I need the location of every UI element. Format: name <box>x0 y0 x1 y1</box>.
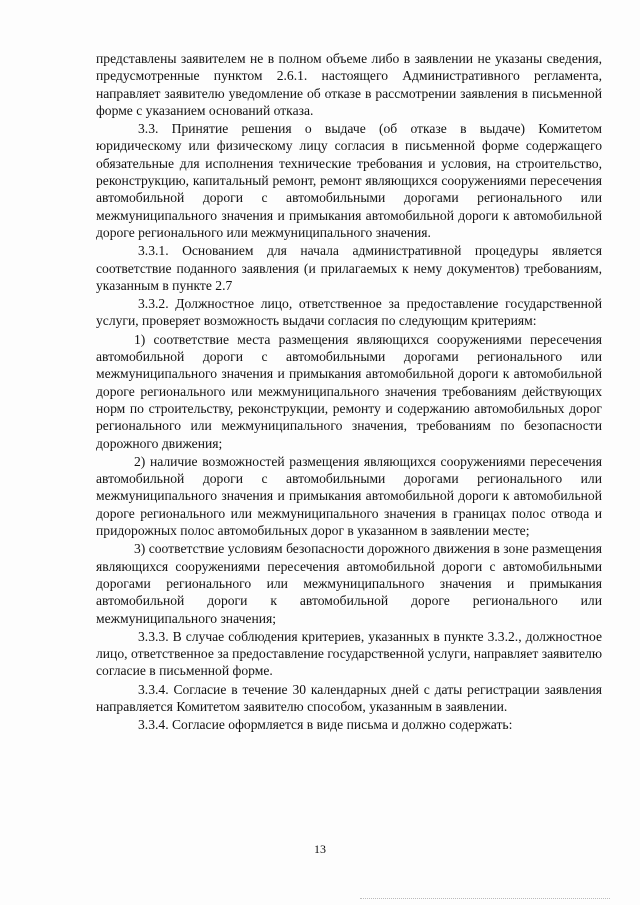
criterion-1-placement: 1) соответствие места размещения являющихся сооружениями пересечения автомобильной дороги с автомобильными дорогами регионального или межмуниципального значения и примыкания автомобильной дороги к автомобильной дороге регионального или межмуниципального значения требованиям действующих норм по строительству, реконструкции, ремонту и содержанию автомобильных дорог регионального или межмуниципального значения, требованиям по безопасности дорожного движения; <box>96 331 602 451</box>
paragraph-3-3-4-delivery: 3.3.4. Согласие в течение 30 календарных дней с даты регистрации заявления направляется Комитетом заявителю способом, указанным в заявлении. <box>96 681 602 714</box>
paragraph-3-3-decision: 3.3. Принятие решения о выдаче (об отказе в выдаче) Комитетом юридическому или физическому лицу согласия в письменной форме содержащего обязательные для исполнения технические требования и условия, на строительство, реконструкцию, капитальный ремонт, ремонт являющихся сооружениями пересечения автомобильной дороги с автомобильными дорогами регионального или межмуниципального значения и примыкания автомобильной дороги к автомобильной дороге регионального или межмуниципального значения. <box>96 121 602 240</box>
scan-artifact-line <box>360 898 610 900</box>
paragraph-3-3-1-grounds: 3.3.1. Основанием для начала административной процедуры является соответствие поданного заявления (и прилагаемых к нему документов) требованиям, указанным в пункте 2.7 <box>96 243 602 293</box>
paragraph-3-3-2-criteria: 3.3.2. Должностное лицо, ответственное за предоставление государственной услуги, проверяет возможность выдачи согласия по следующим критериям: <box>96 296 602 329</box>
document-body <box>96 50 602 734</box>
paragraph-refusal-notice: представлены заявителем не в полном объеме либо в заявлении не указаны сведения, предусмотренные пунктом 2.6.1. настоящего Административного регламента, направляет заявителю уведомление об отказе в рассмотрении заявления в письменной форме с указанием оснований отказа. <box>96 51 602 118</box>
page-number: 13 <box>314 842 326 856</box>
criterion-2-possibility: 2) наличие возможностей размещения являющихся сооружениями пересечения автомобильной дороги с автомобильными дорогами регионального или межмуниципального значения и примыкания автомобильной дороги к автомобильной дороге регионального или межмуниципального значения в границах полос отвода и придорожных полос автомобильных дорог в указанном в заявлении месте; <box>96 453 602 539</box>
criterion-3-safety: 3) соответствие условиям безопасности дорожного движения в зоне размещения являющихся сооружениями пересечения автомобильной дороги с автомобильными дорогами регионального или межмуниципального значения и примыкания автомобильной дороги к автомобильной дороге регионального или межмуниципального значения; <box>96 541 602 626</box>
paragraph-3-3-3-consent: 3.3.3. В случае соблюдения критериев, указанных в пункте 3.3.2., должностное лицо, ответственное за предоставление государственной услуги, направляет заявителю согласие в письменной форме. <box>96 628 602 679</box>
paragraph-3-3-4-form: 3.3.4. Согласие оформляется в виде письма и должно содержать: <box>138 717 513 733</box>
